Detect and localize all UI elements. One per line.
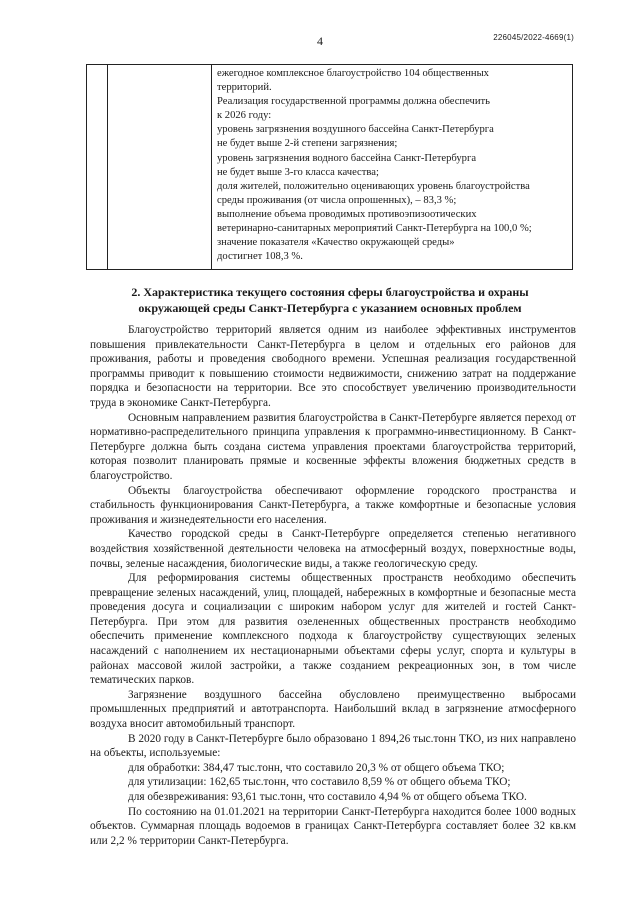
table-line: уровень загрязнения воздушного бассейна Санкт-Петербурга: [217, 124, 494, 136]
table-line: не будет выше 2-й степени загрязнения;: [217, 138, 398, 150]
program-table: [86, 64, 573, 270]
paragraph: Качество городской среды в Санкт-Петербурге определяется степенью негативного воздействия хозяйственной деятельности человека на атмосферный воздух, поверхностные воды, почвы, зеленые насаждения, биологические виды, а также геологическую среду.: [90, 528, 576, 570]
table-line: территорий.: [217, 82, 272, 94]
paragraph: Благоустройство территорий является одним из наиболее эффективных инструментов повышения привлекательности Санкт-Петербурга в целом и отдельных его районов для проживания, работы и проведения свободного времени. Успешная реализация государственной программы приводит к повышению стоимости недвижимости, снижению затрат на поддержание порядка и безопасности на территории. Все это способствует увеличению производительности труда в экономике Санкт-Петербурга.: [90, 324, 576, 409]
table-line: к 2026 году:: [217, 110, 272, 122]
list-item: для утилизации: 162,65 тыс.тонн, что составило 8,59 % от общего объема ТКО;: [128, 776, 511, 789]
section-heading-line-1: 2. Характеристика текущего состояния сферы благоустройства и охраны: [131, 285, 529, 299]
paragraph: Загрязнение воздушного бассейна обусловлено преимущественно выбросами промышленных предприятий и автотранспорта. Наибольший вклад в загрязнение атмосферного воздуха вносит автомобильный транспорт.: [90, 688, 576, 731]
paragraph: Объекты благоустройства обеспечивают оформление городского пространства и стабильность функционирования Санкт-Петербурга, а также комфортные и безопасные условия проживания и жизнедеятельности его населения.: [90, 484, 576, 526]
paragraph: В 2020 году в Санкт-Петербурге было образовано 1 894,26 тыс.тонн ТКО, из них направлено на объекты, используемые:: [90, 732, 576, 760]
paragraph: Основным направлением развития благоустройства в Санкт-Петербурге является переход от нормативно-распределительного принципа управления к программно-инвестиционному. В Санкт-Петербурге должна быть создана система управления проектами благоустройства территорий, которая позволит планировать прямые и косвенные эффекты вложения бюджетных средств в благоустройство.: [90, 411, 576, 482]
table-cell-content: [212, 65, 573, 270]
table-line: выполнение объема проводимых противоэпизоотических: [217, 208, 477, 220]
table-line: ветеринарно-санитарных мероприятий Санкт-Петербурга на 100,0 %;: [217, 223, 532, 235]
section-heading: [110, 284, 550, 316]
section-heading-line-2: окружающей среды Санкт-Петербурга с указанием основных проблем: [138, 301, 522, 315]
table-cell-blank-2: [108, 65, 212, 270]
section-body: [90, 323, 576, 848]
document-id: 226045/2022-4669(1): [493, 33, 574, 42]
table-line: Реализация государственной программы должна обеспечить: [217, 96, 490, 108]
table-line: достигнет 108,3 %.: [217, 251, 303, 263]
list-item: для обезвреживания: 93,61 тыс.тонн, что составило 4,94 % от общего объема ТКО.: [128, 791, 527, 803]
table-line: не будет выше 3-го класса качества;: [217, 166, 379, 178]
table-line: значение показателя «Качество окружающей среды»: [217, 237, 455, 249]
table-line: ежегодное комплексное благоустройство 104 общественных: [217, 68, 489, 79]
paragraph: По состоянию на 01.01.2021 на территории Санкт-Петербурга находится более 1000 водных объектов. Суммарная площадь водоемов в границах Санкт-Петербурга составляет более 32 кв.км или 2,2 % территории Санкт-Петербурга.: [90, 805, 576, 847]
list-item: для обработки: 384,47 тыс.тонн, что составило 20,3 % от общего объема ТКО;: [128, 761, 505, 774]
table-line: доля жителей, положительно оценивающих уровень благоустройства: [217, 180, 530, 192]
table-line: уровень загрязнения водного бассейна Санкт-Петербурга: [217, 152, 477, 164]
paragraph: Для реформирования системы общественных пространств необходимо обеспечить превращение зеленых насаждений, улиц, площадей, набережных в комфортные и безопасные места проведения досуга и социализации с широким набором услуг для жителей и гостей Санкт-Петербурга. При этом для развития озелененных общественных пространств необходимо обеспечить применение комплексного подхода к благоустройству существующих зеленых насаждений с наполнением их нестационарными объектами сферы услуг, спорта и культуры в районах массовой жилой застройки, а также созданием рекреационных зон, в том числе тематических парков.: [90, 572, 576, 687]
table-line: среды проживания (от числа опрошенных), – 83,3 %;: [217, 194, 457, 206]
page-number: 4: [317, 34, 323, 48]
table-cell-blank-1: [87, 65, 108, 270]
table-row: [87, 65, 573, 270]
